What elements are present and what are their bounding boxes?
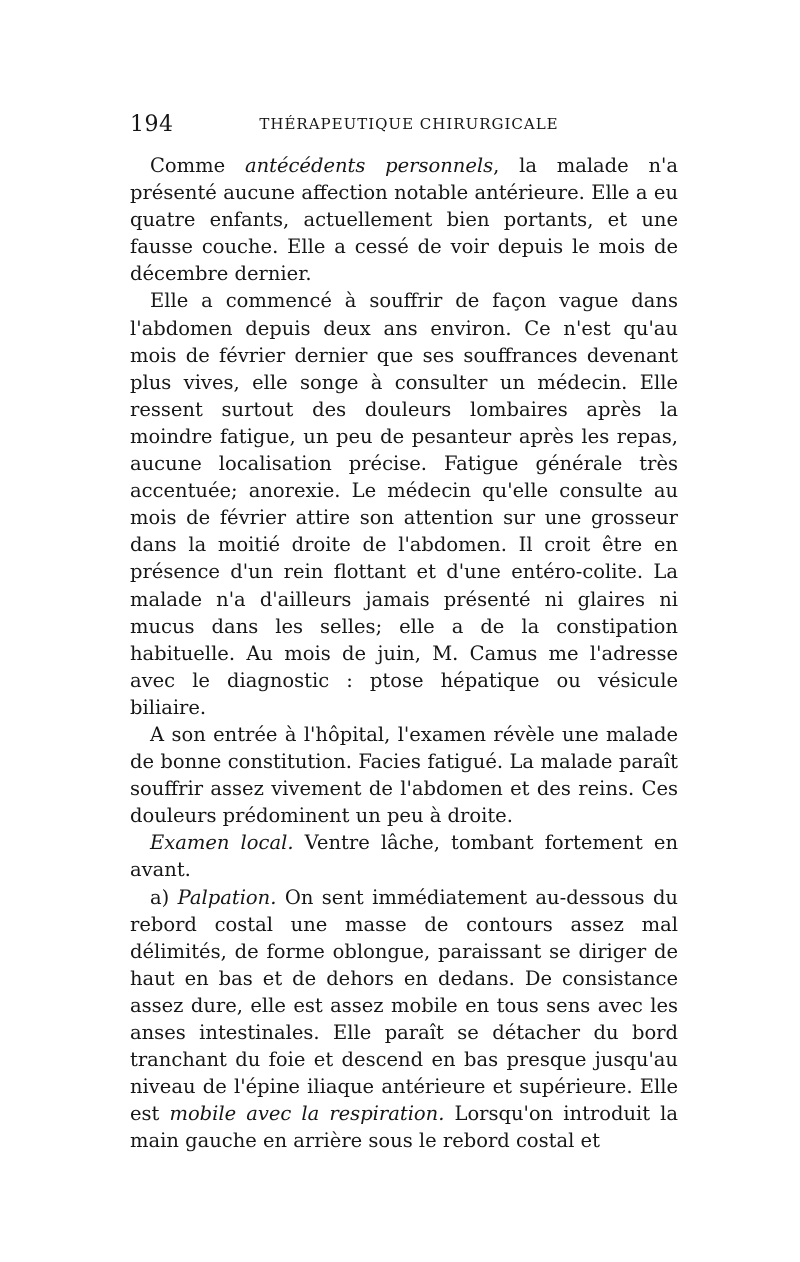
- text-run: Elle a commencé à souffrir de façon vague dans l'abdomen depuis deux ans environ. Ce n'est qu'au mois de février dernier que ses souffrances devenant plus vives, elle songe à consulter un médecin. Elle ressent surtout des douleurs lombaires après la moindre fatigue, un peu de pesanteur après les repas, aucune localisation précise. Fatigue générale très accentuée; anorexie. Le médecin qu'elle consulte au mois de février attire son attention sur une grosseur dans la moitié droite de l'abdomen. Il croit être en présence d'un rein flottant et d'une entéro-colite. La malade n'a d'ailleurs jamais présenté ni glaires ni mucus dans les selles; elle a de la constipation habituelle. Au mois de juin, M. Camus me l'adresse avec le diagnostic : ptose hépatique ou vésicule biliaire.: [130, 289, 678, 719]
- text-run: Lorsqu'on introduit la main gauche en arrière sous le rebord costal et: [130, 1102, 678, 1153]
- text-run: On sent immédiatement au-dessous du rebord costal une masse de contours assez mal délimités, de forme oblongue, paraissant se diriger de haut en bas et de dehors en dedans. De consistance assez dure, elle est assez mobile en tous sens avec les anses intestinales. Elle paraît se détacher du bord tranchant du foie et descend en bas presque jusqu'au niveau de l'épine iliaque antérieure et supérieure. Elle est: [130, 885, 678, 1126]
- text-run: Ventre lâche, tombant fortement en avant.: [130, 831, 679, 882]
- italic-term: Examen local.: [150, 831, 294, 855]
- running-title: THÉRAPEUTIQUE CHIRURGICALE: [259, 115, 559, 133]
- paragraph-local-exam: [130, 829, 678, 883]
- text-run: a): [150, 885, 178, 909]
- text-run: A son entrée à l'hôpital, l'examen révèle une malade de bonne constitution. Facies fatigué. La malade paraît souffrir assez vivement de l'abdomen et des reins. Ces douleurs prédominent un peu à droite.: [130, 722, 678, 828]
- text-run: , la malade n'a présenté aucune affection notable antérieure. Elle a eu quatre enfants, actuellement bien portants, et une fausse couche. Elle a cessé de voir depuis le mois de décembre dernier.: [130, 154, 679, 286]
- italic-term: mobile avec la respiration.: [169, 1102, 445, 1126]
- italic-term: Palpation.: [177, 885, 277, 909]
- italic-term: antécédents personnels: [244, 154, 494, 177]
- paragraph-palpation: [130, 884, 678, 1155]
- text-run: Comme: [150, 154, 245, 177]
- body-text: [130, 152, 678, 1154]
- paragraph-history: [130, 287, 678, 721]
- paragraph-antecedents: [130, 152, 678, 287]
- page-number: 194: [130, 112, 174, 137]
- paragraph-admission: [130, 721, 678, 829]
- page-header: [130, 112, 678, 142]
